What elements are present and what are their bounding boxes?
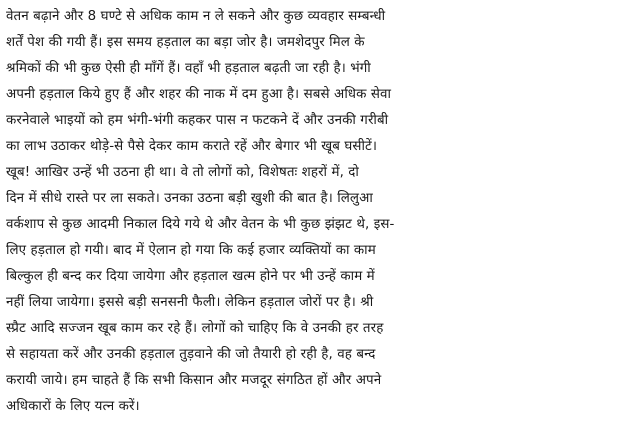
text-line: अधिकारों के लिए यत्न करें। [6,399,140,414]
text-line: अपनी हड़ताल किये हुए हैं और शहर की नाक में दम हुआ है। सबसे अधिक सेवा [6,87,392,102]
body-paragraph [6,4,612,420]
text-line: खूब! आखिर उन्हें भी उठना ही था। वे तो लोगों को, विशेषतः शहरों में, दो [6,165,359,180]
text-line: करायी जाये। हम चाहते हैं कि सभी किसान और मजदूर संगठित हों और अपने [6,373,382,388]
text-line: का लाभ उठाकर थोड़े-से पैसे देकर काम कराते रहें और बेगार भी खूब घसीटें। [6,139,378,154]
text-line: से सहायता करें और उनकी हड़ताल तुड़वाने की जो तैयारी हो रही है, वह बन्द [6,347,376,362]
text-line: दिन में सीधे रास्ते पर ला सकते। उनका उठना बड़ी खुशी की बात है। लिलुआ [6,191,373,206]
text-line: नहीं लिया जायेगा। इससे बड़ी सनसनी फैली। लेकिन हड़ताल जोरों पर है। श्री [6,295,374,310]
text-line: वर्कशाप से कुछ आदमी निकाल दिये गये थे और वेतन के भी कुछ झंझट थे, इस- [6,217,395,232]
text-line: करनेवाले भाइयों को हम भंगी-भंगी कहकर पास न फटकने दें और उनकी गरीबी [6,113,389,128]
text-line: शर्तें पेश की गयी हैं। इस समय हड़ताल का बड़ा जोर है। जमशेदपुर मिल के [6,35,365,50]
text-line: स्प्रैट आदि सज्जन खूब काम कर रहे हैं। लोगों को चाहिए कि वे उनकी हर तरह [6,321,384,336]
text-line: बिल्कुल ही बन्द कर दिया जायेगा और हड़ताल खत्म होने पर भी उन्हें काम में [6,269,375,284]
text-line: वेतन बढ़ाने और 8 घण्टे से अधिक काम न ले सकने और कुछ व्यवहार सम्बन्धी [6,9,386,24]
text-line: लिए हड़ताल हो गयी। बाद में ऐलान हो गया कि कई हजार व्यक्तियों का काम [6,243,376,258]
text-line: श्रमिकों की भी कुछ ऐसी ही माँगें हैं। वहाँ भी हड़ताल बढ़ती जा रही है। भंगी [6,61,371,76]
